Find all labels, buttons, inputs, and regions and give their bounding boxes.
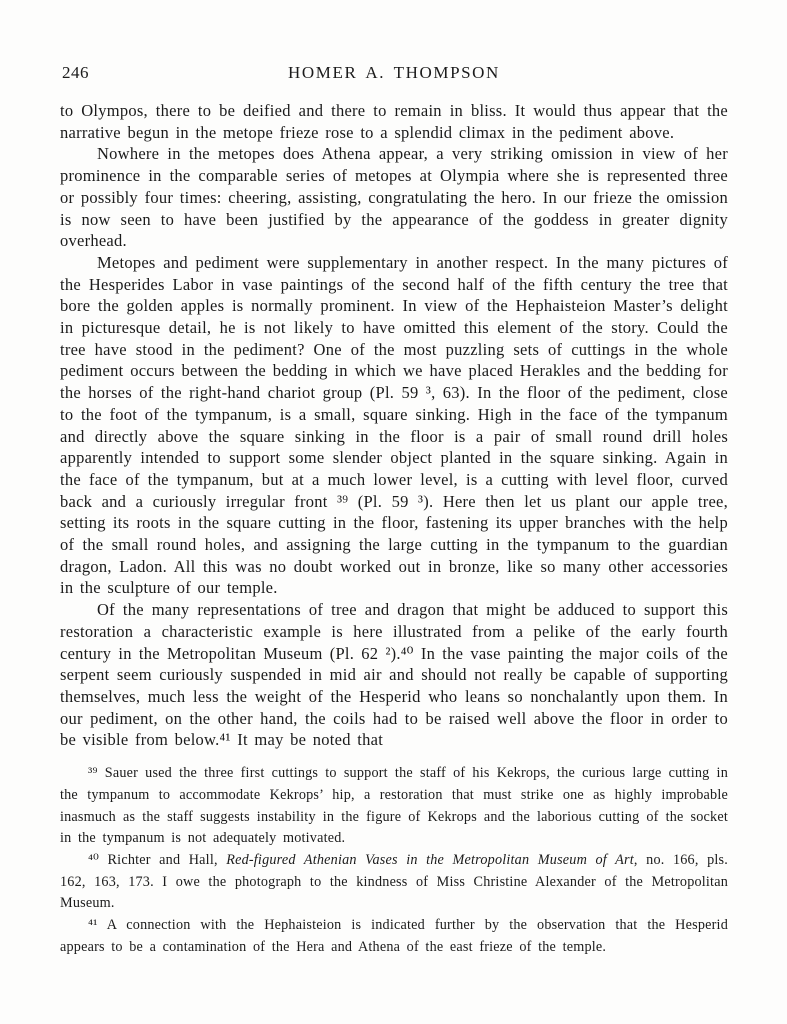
footnote-39: ³⁹ Sauer used the three first cuttings to support the staff of his Kekrops, the curious large cutting in the tympanum to accommodate Kekrops’ hip, a restoration that must strike one as highly improbable inasmuch as the staff suggests instability in the figure of Kekrops and the laborious cutting of the socket in the tympanum is not adequately motivated. xyxy=(60,765,728,847)
page-number: 246 xyxy=(62,63,89,82)
body-paragraph-tree-dragon: Of the many representations of tree and dragon that might be adduced to support this restoration a characteristic example is here illustrated from a pelike of the early fourth century in the Metropolitan Museum (Pl. 62 ²).⁴⁰ In the vase painting the major coils of the serpent seem curiously suspended in mid air and should not really be capable of supporting themselves, much less the weight of the Hesperid who leans so nonchalantly upon them. In our pediment, on the other hand, the coils had to be raised well above the floor in order to be visible from below.⁴¹ It may be noted that xyxy=(60,600,728,750)
body-paragraph-athena-omission: Nowhere in the metopes does Athena appear, a very striking omission in view of her prominence in the comparable series of metopes at Olympia where she is represented three or possibly four times: cheering, assisting, congratulating the hero. In our frieze the omission is now seen to have been justified by the appearance of the goddess in greater dignity overhead. xyxy=(60,144,728,251)
article-body xyxy=(60,100,728,751)
footnote-40-prefix: ⁴⁰ Richter and Hall, xyxy=(88,851,227,868)
body-paragraph-continuation: to Olympos, there to be deified and there to remain in bliss. It would thus appear that the narrative begun in the metope frieze rose to a splendid climax in the pediment above. xyxy=(60,101,728,142)
footnote-41: ⁴¹ A connection with the Hephaisteion is indicated further by the observation that the Hesperid appears to be a contamination of the Hera and Athena of the east frieze of the temple. xyxy=(60,917,728,955)
running-head-author: HOMER A. THOMPSON xyxy=(288,63,500,82)
footnote-40-book-title: Red-figured Athenian Vases in the Metropolitan Museum of Art xyxy=(226,851,634,868)
footnote-40-suffix: , no. 166, pls. 162, 163, 173. I owe the photograph to the kindness of Miss Christine Alexander of the Metropolitan Museum. xyxy=(60,851,728,912)
footnotes-section xyxy=(60,763,728,958)
body-paragraph-metopes-pediment: Metopes and pediment were supplementary in another respect. In the many pictures of the Hesperides Labor in vase paintings of the second half of the fifth century the tree that bore the golden apples is normally prominent. In view of the Hephaisteion Master’s delight in picturesque detail, he is not likely to have omitted this element of the story. Could the tree have stood in the pediment? One of the most puzzling sets of cuttings in the whole pediment occurs between the bedding in which we have placed Herakles and the bedding for the horses of the right-hand chariot group (Pl. 59 ³, 63). In the floor of the pediment, close to the foot of the tympanum, is a small, square sinking. High in the face of the tympanum and directly above the square sinking in the floor is a pair of small round drill holes apparently intended to support some slender object planted in the square sinking. Again in the face of the tympanum, but at a much lower level, is a cutting with level floor, curved back and a curiously irregular front ³⁹ (Pl. 59 ³). Here then let us plant our apple tree, setting its roots in the square cutting in the floor, fastening its upper branches with the help of the small round holes, and assigning the large cutting in the tympanum to the guardian dragon, Ladon. All this was no doubt worked out in bronze, like so many other accessories in the sculpture of our temple. xyxy=(60,252,728,598)
footnote-40 xyxy=(60,850,728,915)
running-header xyxy=(60,62,728,84)
